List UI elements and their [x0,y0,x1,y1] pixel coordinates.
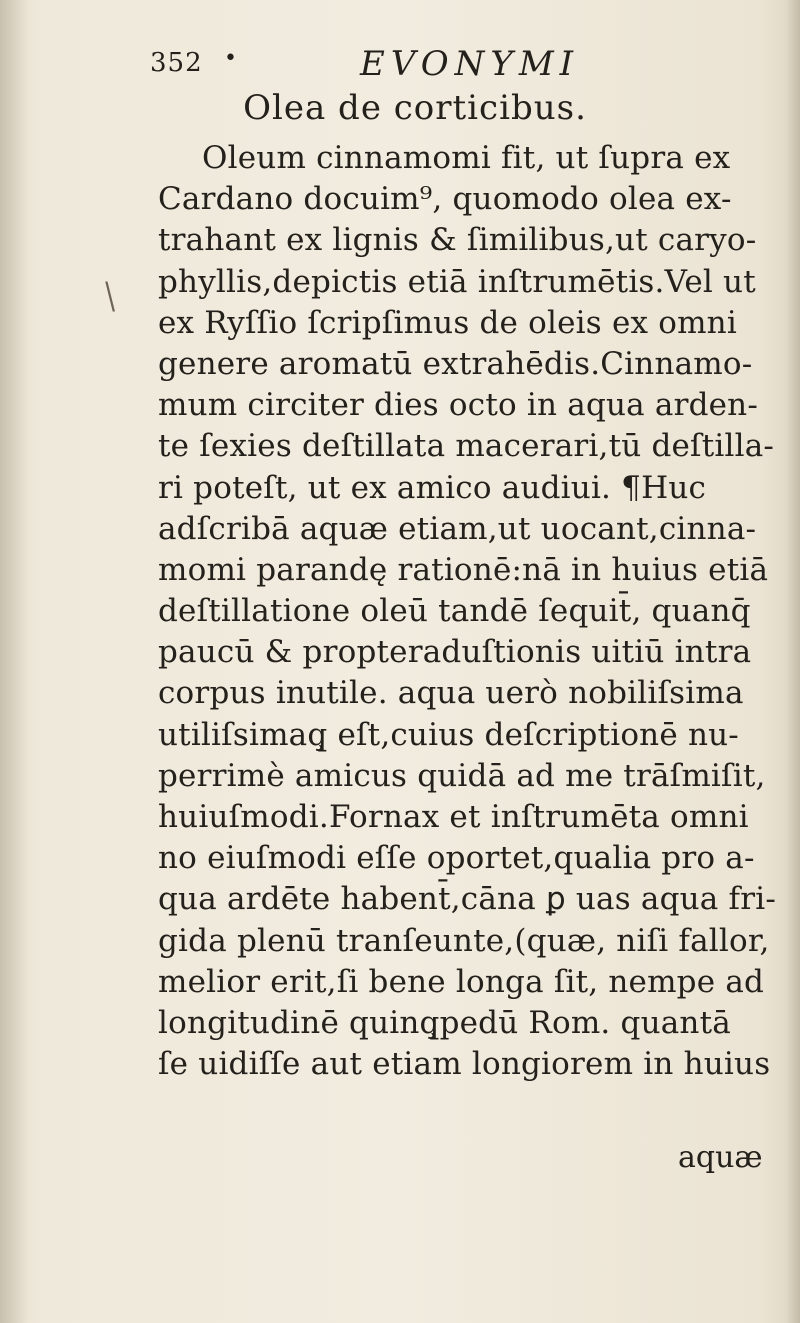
header-dot: • [224,46,237,71]
margin-mark: \ [105,276,115,317]
text-line: trahant ex lignis & ſimilibus,ut caryo- [158,222,757,259]
text-line: longitudinē quinq̧pedū Rom. quantā [158,1004,731,1041]
text-line: utiliſsimaq̧ eſt,cuius deſcriptionē nu- [158,716,739,753]
spine-shadow [0,0,28,1323]
section-title: Olea de corticibus. [243,88,587,128]
text-line: huiuſmodi.Fornax et inſtrumēta omni [158,799,749,835]
text-line: melior erit,ſi bene longa ſit, nempe ad [158,963,765,1000]
body-text [158,138,778,1085]
text-line: momi parandę rationē:nā in huius etiā [158,551,769,588]
page-edge [786,0,800,1323]
text-line: ri poteſt, ut ex amico audiui. ¶Huc [158,469,707,506]
text-line: ex Ryſſio ſcripſimus de oleis ex omni [158,304,737,341]
text-line: phyllis,depictis etiā inſtrumētis.Vel ut [158,263,756,300]
text-line: perrimè amicus quidā ad me trāſmiſit, [158,757,766,794]
text-line: deſtillatione oleū tandē ſequit̄, quanq̄ [158,593,751,630]
text-line: ſe uidiſſe aut etiam longiorem in huius [158,1046,771,1083]
catchword: aquæ [678,1140,763,1175]
text-line: gida plenū tranſeunte,(quæ, niſi fallor, [158,922,770,959]
text-line: genere aromatū extrahēdis.Cinnamo- [158,345,753,382]
text-line: adſcribā aquæ etiam,ut uocant,cinna- [158,510,757,547]
text-line: Oleum cinnamomi fit, ut ſupra ex [202,140,731,176]
text-line: corpus inutile. aqua uerò nobiliſsima [158,675,744,712]
text-line: paucū & propteraduſtionis uitiū intra [158,634,752,671]
text-line: no eiuſmodi eſſe oportet,qualia pro a- [158,840,755,877]
page-number: 352 [150,48,203,78]
page-header [150,40,670,90]
text-line: Cardano docuim⁹, quomodo olea ex- [158,181,732,218]
running-head: EVONYMI [360,44,580,84]
text-line: mum circiter dies octo in aqua arden- [158,387,759,424]
text-line: te ſexies deſtillata macerari,tū deſtilla- [158,428,775,465]
text-line: qua ardēte habent̄,cāna ꝑ uas aqua fri- [158,881,777,918]
